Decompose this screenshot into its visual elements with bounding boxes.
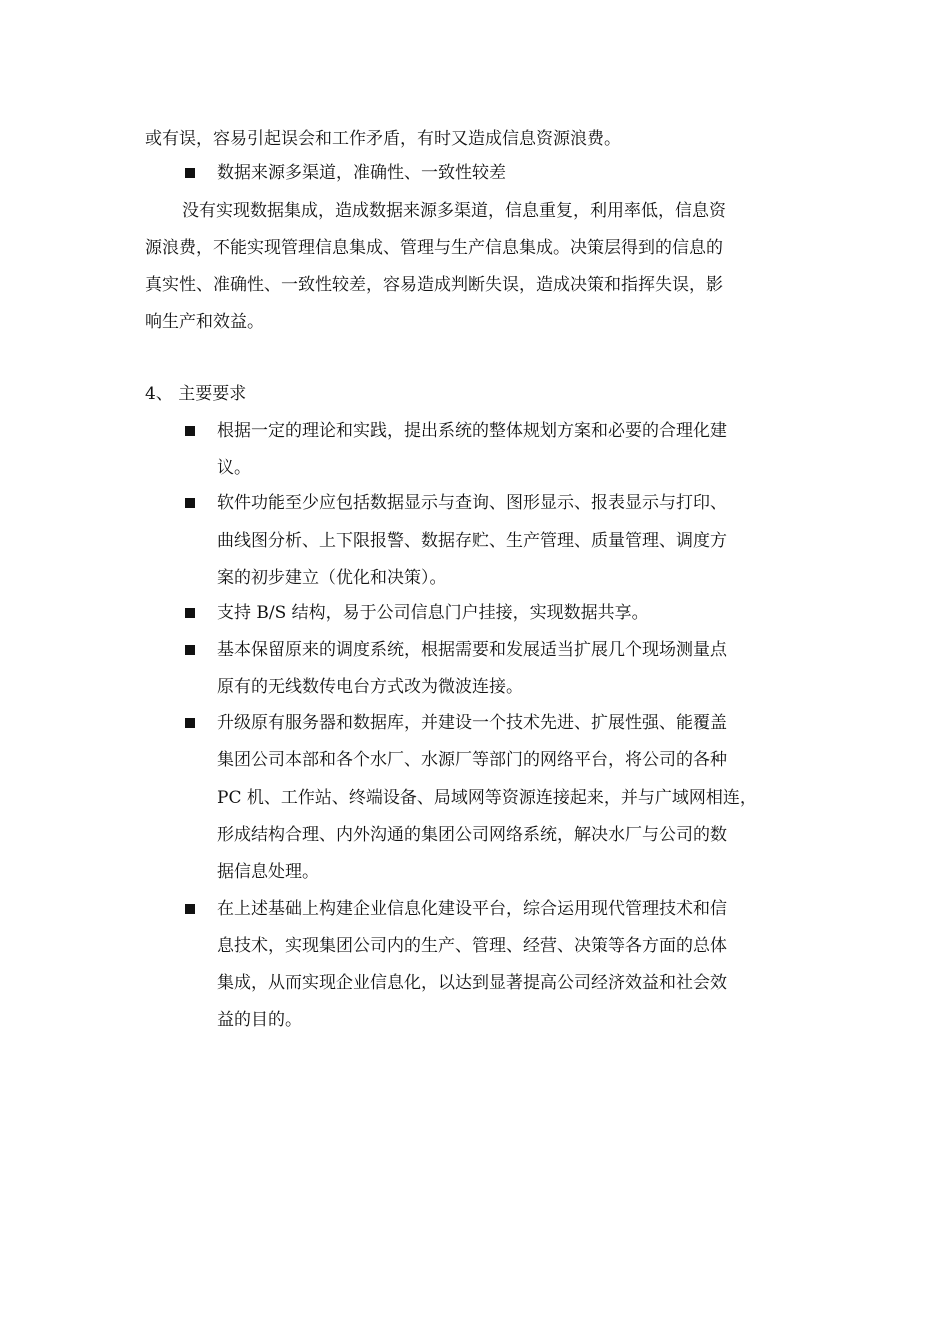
bullet-square-icon	[185, 498, 195, 508]
requirement-line: 益的目的。	[217, 1010, 302, 1030]
requirement-line: 形成结构合理、内外沟通的集团公司网络系统，解决水厂与公司的数	[217, 825, 727, 845]
issue-bullet-text: 数据来源多渠道，准确性、一致性较差	[217, 163, 506, 183]
requirement-line: 据信息处理。	[217, 862, 319, 882]
bullet-square-icon	[185, 168, 195, 178]
requirement-line: PC 机、工作站、终端设备、局域网等资源连接起来，并与广域网相连，	[217, 788, 757, 808]
bullet-square-icon	[185, 426, 195, 436]
bullet-square-icon	[185, 904, 195, 914]
requirement-line: 案的初步建立（优化和决策）。	[217, 568, 447, 588]
requirement-line: 曲线图分析、上下限报警、数据存贮、生产管理、质量管理、调度方	[217, 531, 727, 551]
requirement-line: 集成，从而实现企业信息化，以达到显著提高公司经济效益和社会效	[217, 973, 727, 993]
requirement-line: 在上述基础上构建企业信息化建设平台，综合运用现代管理技术和信	[217, 899, 727, 919]
requirement-line: 基本保留原来的调度系统，根据需要和发展适当扩展几个现场测量点	[217, 640, 727, 660]
requirement-line: 集团公司本部和各个水厂、水源厂等部门的网络平台，将公司的各种	[217, 750, 727, 770]
issue-paragraph-line: 源浪费，不能实现管理信息集成、管理与生产信息集成。决策层得到的信息的	[145, 238, 723, 258]
bullet-square-icon	[185, 718, 195, 728]
requirement-line: 息技术，实现集团公司内的生产、管理、经营、决策等各方面的总体	[217, 936, 727, 956]
section-heading: 4、 主要要求	[145, 384, 247, 404]
requirement-line: 原有的无线数传电台方式改为微波连接。	[217, 677, 523, 697]
issue-paragraph-line: 响生产和效益。	[145, 312, 264, 332]
bullet-square-icon	[185, 645, 195, 655]
bullet-square-icon	[185, 608, 195, 618]
requirement-line: 软件功能至少应包括数据显示与查询、图形显示、报表显示与打印、	[217, 493, 727, 513]
intro-line: 或有误，容易引起误会和工作矛盾，有时又造成信息资源浪费。	[145, 129, 621, 149]
requirement-line: 升级原有服务器和数据库，并建设一个技术先进、扩展性强、能覆盖	[217, 713, 727, 733]
requirement-line: 议。	[217, 458, 251, 478]
requirement-line: 根据一定的理论和实践，提出系统的整体规划方案和必要的合理化建	[217, 421, 727, 441]
requirement-line: 支持 B/S 结构，易于公司信息门户挂接，实现数据共享。	[217, 603, 649, 623]
issue-paragraph-line: 真实性、准确性、一致性较差，容易造成判断失误，造成决策和指挥失误，影	[145, 275, 723, 295]
issue-paragraph-line: 没有实现数据集成，造成数据来源多渠道，信息重复，利用率低，信息资	[182, 201, 726, 221]
